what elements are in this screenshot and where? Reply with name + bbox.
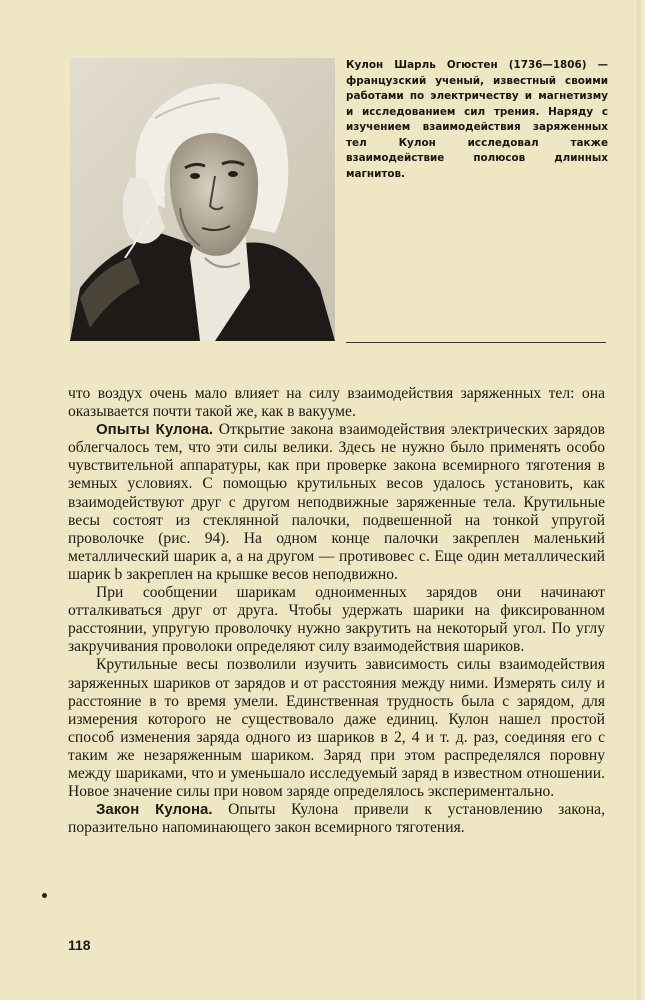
page-number: 118 [68, 937, 91, 953]
body-text [68, 385, 605, 837]
paragraph-2-text: Открытие закона взаимодействия электрических зарядов облегчалось тем, что эти силы велики. Здесь не нужно было применять особо чувствительной аппаратуры, как при проверке закона всемирного тяготения в земных условиях. С помощью крутильных весов удалось установить, как взаимодействуют друг с другом неподвижные заряженные тела. Крутильные весы состоят из стеклянной палочки, подвешенной на тонкой упругой проволочке (рис. 94). На одном конце палочки закреплен маленький металлический шарик a, а на другом — противовес c. Еще один металлический шарик b закреплен на крышке весов неподвижно. [68, 421, 606, 583]
caption-divider [346, 342, 606, 343]
caption-name: Кулон Шарль Огюстен [346, 59, 498, 71]
margin-bullet [42, 893, 47, 898]
paragraph-3: При сообщении шарикам одноименных зарядов они начинают отталкиваться друг от друга. Чтобы удержать шарики на фиксированном расстоянии, упругую проволочку нужно закрутить на некоторый угол. По углу закручивания проволоки определяют силу взаимодействия шариков. [68, 584, 605, 656]
portrait-image [70, 58, 335, 341]
paragraph-5-text: Опыты Кулона привели к установлению закона, поразительно напоминающего закон всемирного тяготения. [68, 801, 605, 837]
heading-coulomb-experiments: Опыты Кулона. [96, 421, 214, 439]
caption-years: (1736—1806) [508, 59, 587, 71]
portrait-caption [346, 58, 608, 182]
paragraph-1: что воздух очень мало влияет на силу взаимодействия заряженных тел: она оказывается почти такой же, как в вакууме. [68, 385, 605, 421]
caption-text: — французский ученый, известный своими работами по электричеству и магнетизму и исследованием сил трения. Наряду с изучением взаимодействия заряженных тел Кулон исследовал также взаимодействие полюсов длинных магнитов. [346, 59, 608, 180]
page-edge [637, 0, 645, 1000]
paragraph-5 [68, 801, 605, 837]
paragraph-4: Крутильные весы позволили изучить зависимость силы взаимодействия заряженных шариков от зарядов и от расстояния между ними. Измерять силу и расстояние в то время умели. Единственная трудность была с зарядом, для измерения которого не существовало даже единиц. Кулон нашел простой способ изменения заряда одного из шариков в 2, 4 и т. д. раз, соединяя его с таким же незаряженным шариком. Заряд при этом распределялся поровну между шариками, что и уменьшало исследуемый заряд в известном отношении. Новое значение силы при новом заряде определялось экспериментально. [68, 656, 605, 801]
heading-coulomb-law: Закон Кулона. [96, 801, 213, 819]
paragraph-2 [68, 421, 605, 584]
